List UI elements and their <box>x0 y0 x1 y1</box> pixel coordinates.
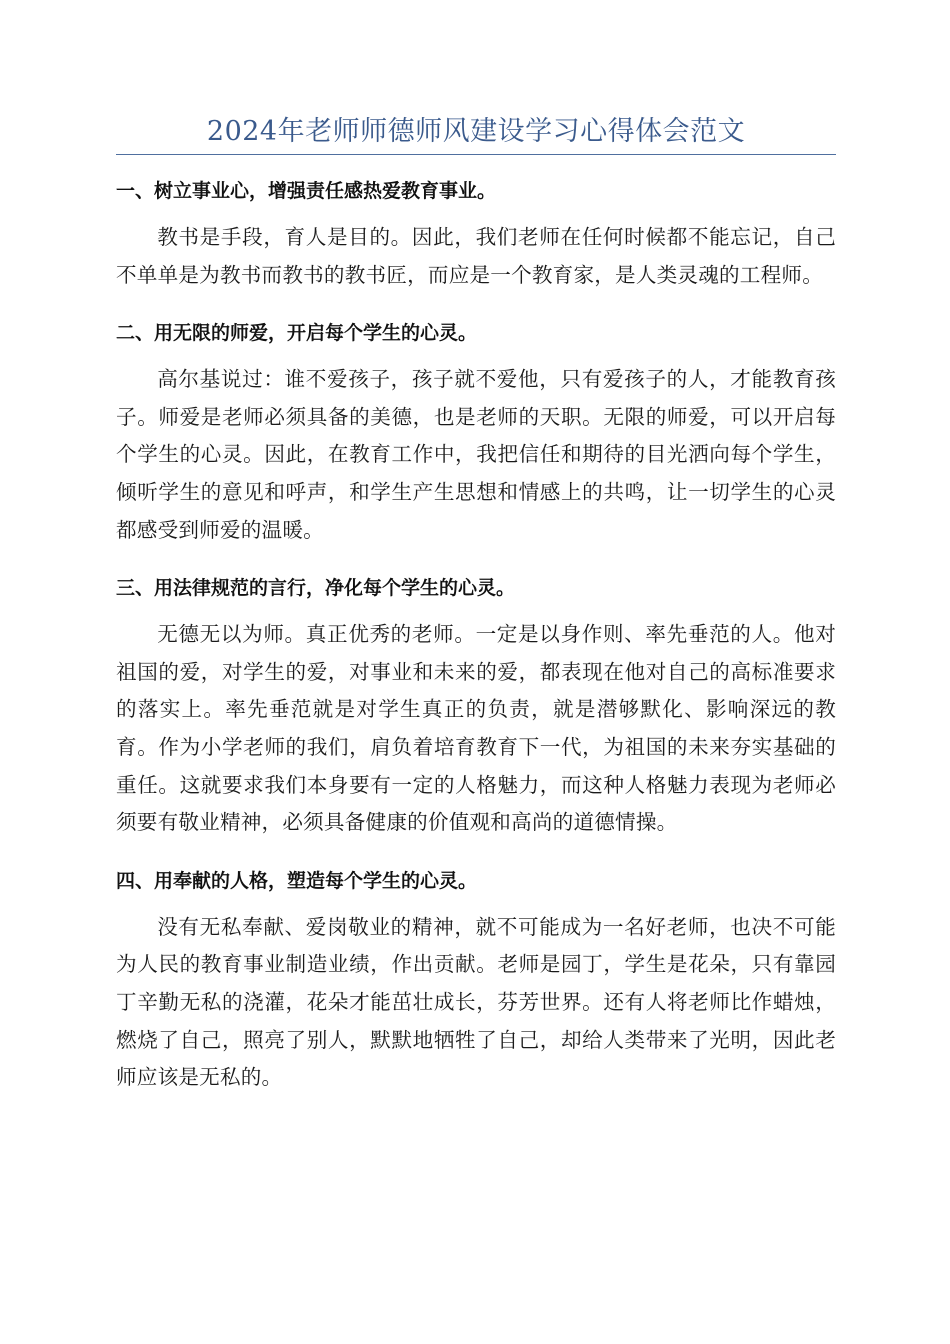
section-4 <box>116 858 836 1113</box>
section-heading: 三、用法律规范的言行，净化每个学生的心灵。 <box>116 577 516 600</box>
section-heading: 一、树立事业心，增强责任感热爱教育事业。 <box>116 180 497 202</box>
document-body <box>116 168 836 1113</box>
document-title: 2024年老师师德师风建设学习心得体会范文 <box>206 116 746 147</box>
section-heading: 二、用无限的师爱，开启每个学生的心灵。 <box>116 322 478 345</box>
section-3 <box>116 565 836 858</box>
section-heading: 四、用奉献的人格，塑造每个学生的心灵。 <box>116 869 478 892</box>
section-paragraph: 无德无以为师。真正优秀的老师。一定是以身作则、率先垂范的人。他对祖国的爱，对学生的爱，对事业和未来的爱，都表现在他对自己的高标准要求的落实上。率先垂范就是对学生真正的负责，就是潜够默化、影响深远的教育。作为小学老师的我们，肩负着培育教育下一代，为祖国的未来夯实基础的重任。这就要求我们本身要有一定的人格魅力，而这种人格魅力表现为老师必须要有敬业精神，必须具备健康的价值观和高尚的道德情操。 <box>116 622 836 835</box>
section-paragraph: 教书是手段，育人是目的。因此，我们老师在任何时候都不能忘记，自己不单单是为教书而教书的教书匠，而应是一个教育家，是人类灵魂的工程师。 <box>116 225 836 287</box>
section-2 <box>116 310 836 565</box>
section-1 <box>116 168 836 310</box>
section-paragraph: 高尔基说过：谁不爱孩子，孩子就不爱他，只有爱孩子的人，才能教育孩子。师爱是老师必须具备的美德，也是老师的天职。无限的师爱，可以开启每个学生的心灵。因此，在教育工作中，我把信任和期待的目光洒向每个学生，倾听学生的意见和呼声，和学生产生思想和情感上的共鸣，让一切学生的心灵都感受到师爱的温暖。 <box>116 367 836 542</box>
section-paragraph: 没有无私奉献、爱岗敬业的精神，就不可能成为一名好老师，也决不可能为人民的教育事业制造业绩，作出贡献。老师是园丁，学生是花朵，只有靠园丁辛勤无私的浇灌，花朵才能茁壮成长，芬芳世界。还有人将老师比作蜡烛，燃烧了自己，照亮了别人，默默地牺牲了自己，却给人类带来了光明，因此老师应该是无私的。 <box>116 914 836 1090</box>
title-underline <box>116 154 836 155</box>
